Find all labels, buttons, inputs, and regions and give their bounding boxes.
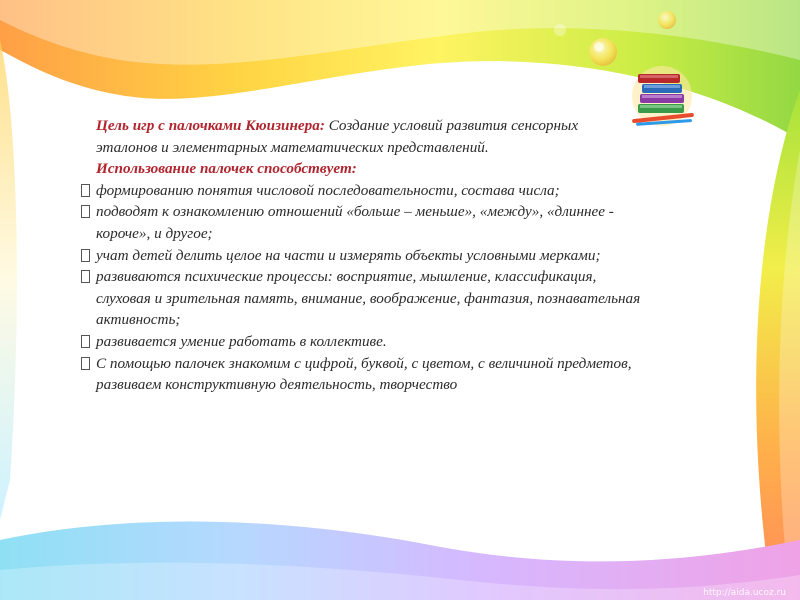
box-bullet-icon xyxy=(81,357,90,370)
list-item-text: развивается умение работать в коллективе. xyxy=(96,332,387,350)
list-item xyxy=(82,180,642,202)
list-item-text: развиваются психические процессы: восприятие, мышление, классификация, слуховая и зрительная память, внимание, воображение, фантазия, познавательная активность; xyxy=(96,268,641,329)
box-bullet-icon xyxy=(81,249,90,262)
goal-paragraph xyxy=(96,115,642,158)
list-item xyxy=(82,245,642,267)
list-item xyxy=(82,201,642,244)
footer-url[interactable]: http://aida.ucoz.ru xyxy=(703,588,786,598)
list-item-text: учат детей делить целое на части и измерять объекты условными мерками; xyxy=(96,246,601,264)
list-item xyxy=(82,331,642,353)
box-bullet-icon xyxy=(81,184,90,197)
list-item-text: формированию понятия числовой последовательности, состава числа; xyxy=(96,181,560,199)
slide-content xyxy=(82,115,642,396)
box-bullet-icon xyxy=(81,205,90,218)
goal-text: Создание условий развития сенсорных эталонов и элементарных математических представлений. xyxy=(96,117,579,156)
list-item-text: подводят к ознакомлению отношений «больше – меньше», «между», «длиннее - короче», и другое; xyxy=(96,203,614,242)
list-item-text: С помощью палочек знакомим с цифрой, буквой, с цветом, с величиной предметов, развиваем конструктивную деятельность, творчество xyxy=(96,354,632,394)
benefits-list xyxy=(82,180,642,396)
goal-label: Цель игр с палочками Кюизинера: xyxy=(96,117,325,134)
list-item xyxy=(82,353,642,396)
usage-label: Использование палочек способствует: xyxy=(96,160,357,178)
box-bullet-icon xyxy=(81,335,90,348)
list-item xyxy=(82,266,642,331)
box-bullet-icon xyxy=(81,270,90,283)
